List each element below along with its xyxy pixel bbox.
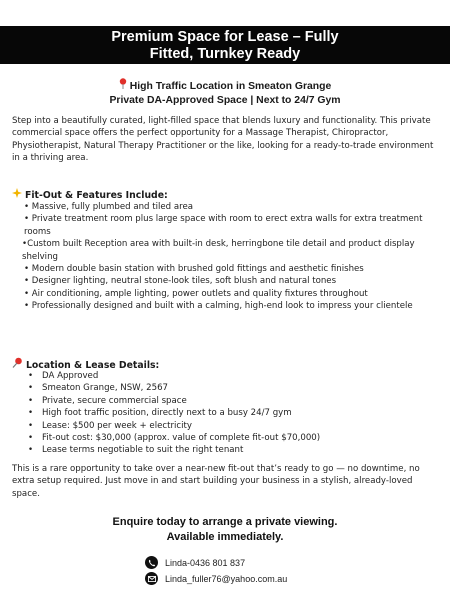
list-item: • High foot traffic position, directly next to a busy 24/7 gym bbox=[28, 408, 292, 419]
cta-line-1: Enquire today to arrange a private viewing. bbox=[112, 516, 338, 528]
list-item: • Private treatment room plus large space with room to erect extra walls for extra treatment rooms bbox=[24, 214, 423, 237]
features-heading: Fit-Out & Features Include: bbox=[12, 188, 442, 202]
list-item: • DA Approved bbox=[28, 371, 99, 381]
list-item: •Custom built Reception area with built-in desk, herringbone tile detail and product display shelving bbox=[22, 239, 415, 262]
list-item: • Lease terms negotiable to suit the right tenant bbox=[28, 445, 244, 456]
list-item: • Lease: $500 per week + electricity bbox=[28, 420, 192, 431]
location-list bbox=[12, 370, 442, 457]
cta-line-2: Available immediately. bbox=[166, 530, 284, 543]
closing-paragraph: This is a rare opportunity to take over a near-new fit-out that’s ready to go — no downtime, no extra setup required. Just move in and start building your business in a stylish, already-loved space. bbox=[12, 464, 420, 499]
page-title bbox=[0, 29, 450, 63]
bullet: • bbox=[28, 371, 34, 381]
phone-text[interactable]: Linda-0436 801 837 bbox=[165, 557, 246, 568]
bullet: • bbox=[28, 408, 34, 419]
list-item: • Smeaton Grange, NSW, 2567 bbox=[28, 383, 169, 394]
red-pin-icon bbox=[119, 78, 127, 94]
email-icon bbox=[145, 572, 158, 585]
bullet: • bbox=[28, 420, 34, 431]
list-item: • Modern double basin station with brushed gold fittings and aesthetic finishes bbox=[24, 264, 364, 275]
subheading bbox=[0, 78, 450, 108]
list-item: • Private, secure commercial space bbox=[28, 395, 187, 406]
email-text[interactable]: Linda_fuller76@yahoo.com.au bbox=[165, 573, 288, 584]
bullet: • bbox=[28, 383, 34, 394]
subheading-line-2: Private DA-Approved Space | Next to 24/7 Gym bbox=[109, 95, 341, 106]
list-item: • Fit-out cost: $30,000 (approx. value of complete fit-out $70,000) bbox=[28, 433, 321, 444]
phone-contact[interactable] bbox=[145, 556, 245, 569]
features-list bbox=[12, 201, 442, 313]
bullet: • bbox=[28, 445, 34, 456]
email-contact[interactable] bbox=[145, 572, 287, 585]
title-line-2: Fitted, Turnkey Ready bbox=[149, 46, 301, 62]
phone-icon bbox=[145, 556, 158, 569]
intro-paragraph: Step into a beautifully curated, light-filled space that blends luxury and functionality. This private commercial space offers the perfect opportunity for a Massage Therapist, Chiropractor, Physiotherapist, Natural Therapy Practitioner or the like, looking for a ready-to-trade environment in a thriving area. bbox=[12, 116, 434, 164]
subheading-line-1: High Traffic Location in Smeaton Grange bbox=[0, 78, 450, 94]
bullet: • bbox=[28, 395, 34, 406]
location-heading: Location & Lease Details: bbox=[12, 357, 442, 372]
list-item: • Massive, fully plumbed and tiled area bbox=[24, 202, 193, 212]
call-to-action bbox=[0, 515, 450, 544]
list-item: • Professionally designed and built with a calming, high-end look to impress your clientele bbox=[24, 301, 413, 312]
title-line-1: Premium Space for Lease – Fully bbox=[111, 29, 339, 45]
bullet: • bbox=[28, 433, 34, 444]
list-item: • Designer lighting, neutral stone-look tiles, soft blush and natural tones bbox=[24, 276, 337, 287]
sparkles-icon bbox=[12, 188, 22, 202]
list-item: • Air conditioning, ample lighting, power outlets and quality fixtures throughout bbox=[24, 288, 368, 299]
